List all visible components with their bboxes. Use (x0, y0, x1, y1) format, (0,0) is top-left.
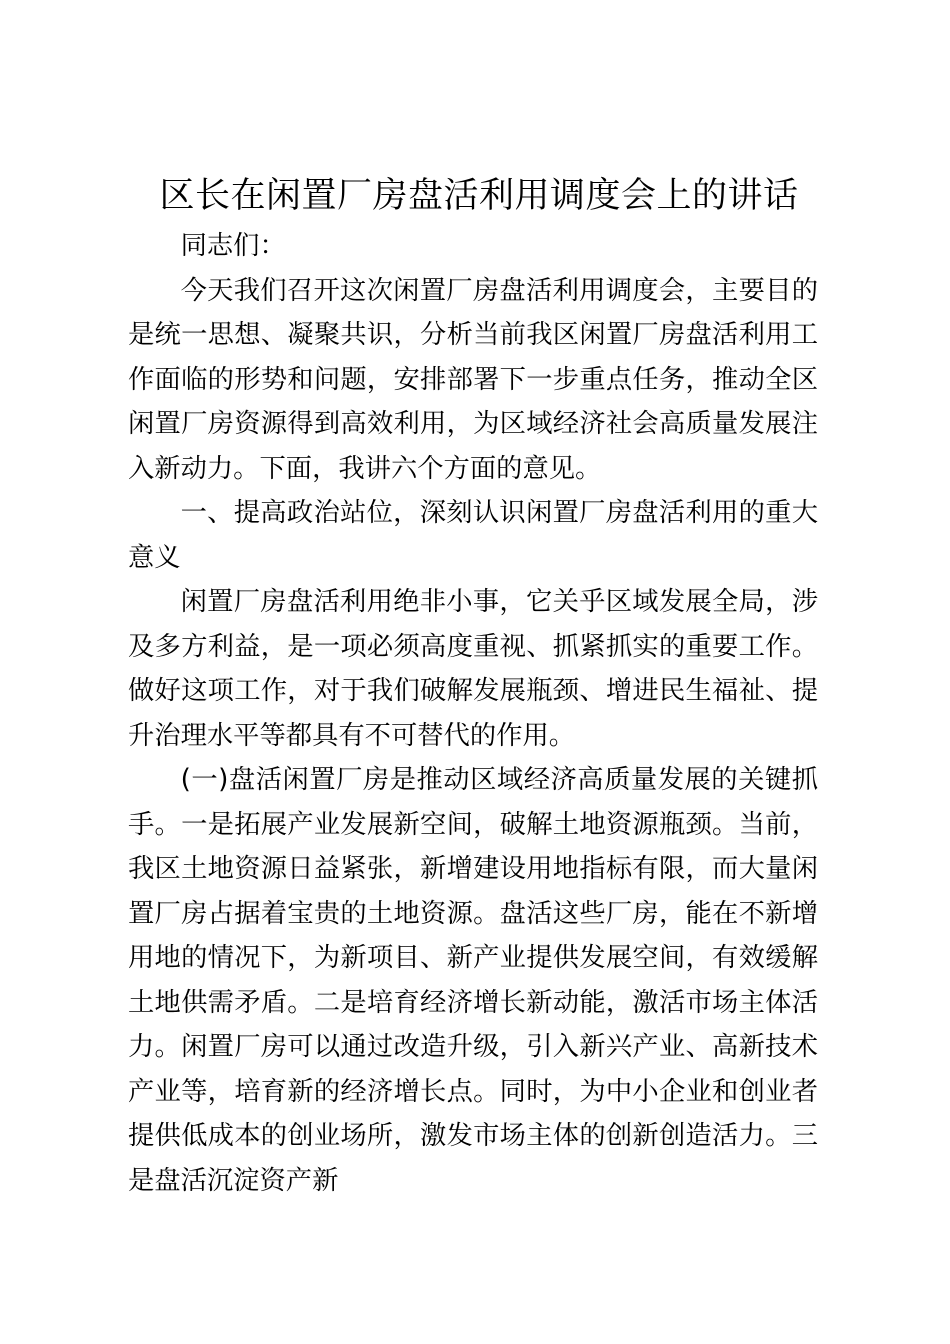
section-heading-1: 一、提高政治站位，深刻认识闲置厂房盘活利用的重大意义 (128, 498, 818, 573)
paragraph-subsection-1: (一)盘活闲置厂房是推动区域经济高质量发展的关键抓手。一是拓展产业发展新空间，破解土地资源瓶颈。当前，我区土地资源日益紧张，新增建设用地指标有限，而大量闲置厂房占据着宝贵的土地资源。盘活这些厂房，能在不新增用地的情况下，为新项目、新产业提供发展空间，有效缓解土地供需矛盾。二是培育经济增长新动能，激活市场主体活力。闲置厂房可以通过改造升级，引入新兴产业、高新技术产业等，培育新的经济增长点。同时，为中小企业和创业者提供低成本的创业场所，激发市场主体的创新创造活力。三是盘活沉淀资产新 (128, 765, 818, 1196)
document-body (128, 224, 818, 1203)
salutation: 同志们： (180, 231, 286, 261)
paragraph-section-1: 闲置厂房盘活利用绝非小事，它关乎区域发展全局，涉及多方利益，是一项必须高度重视、抓紧抓实的重要工作。做好这项工作，对于我们破解发展瓶颈、增进民生福祉、提升治理水平等都具有不可替代的作用。 (128, 587, 818, 751)
paragraph-intro: 今天我们召开这次闲置厂房盘活利用调度会，主要目的是统一思想、凝聚共识，分析当前我区闲置厂房盘活利用工作面临的形势和问题，安排部署下一步重点任务，推动全区闲置厂房资源得到高效利用，为区域经济社会高质量发展注入新动力。下面，我讲六个方面的意见。 (128, 275, 818, 484)
document-title: 区长在闲置厂房盘活利用调度会上的讲话 (159, 176, 799, 216)
